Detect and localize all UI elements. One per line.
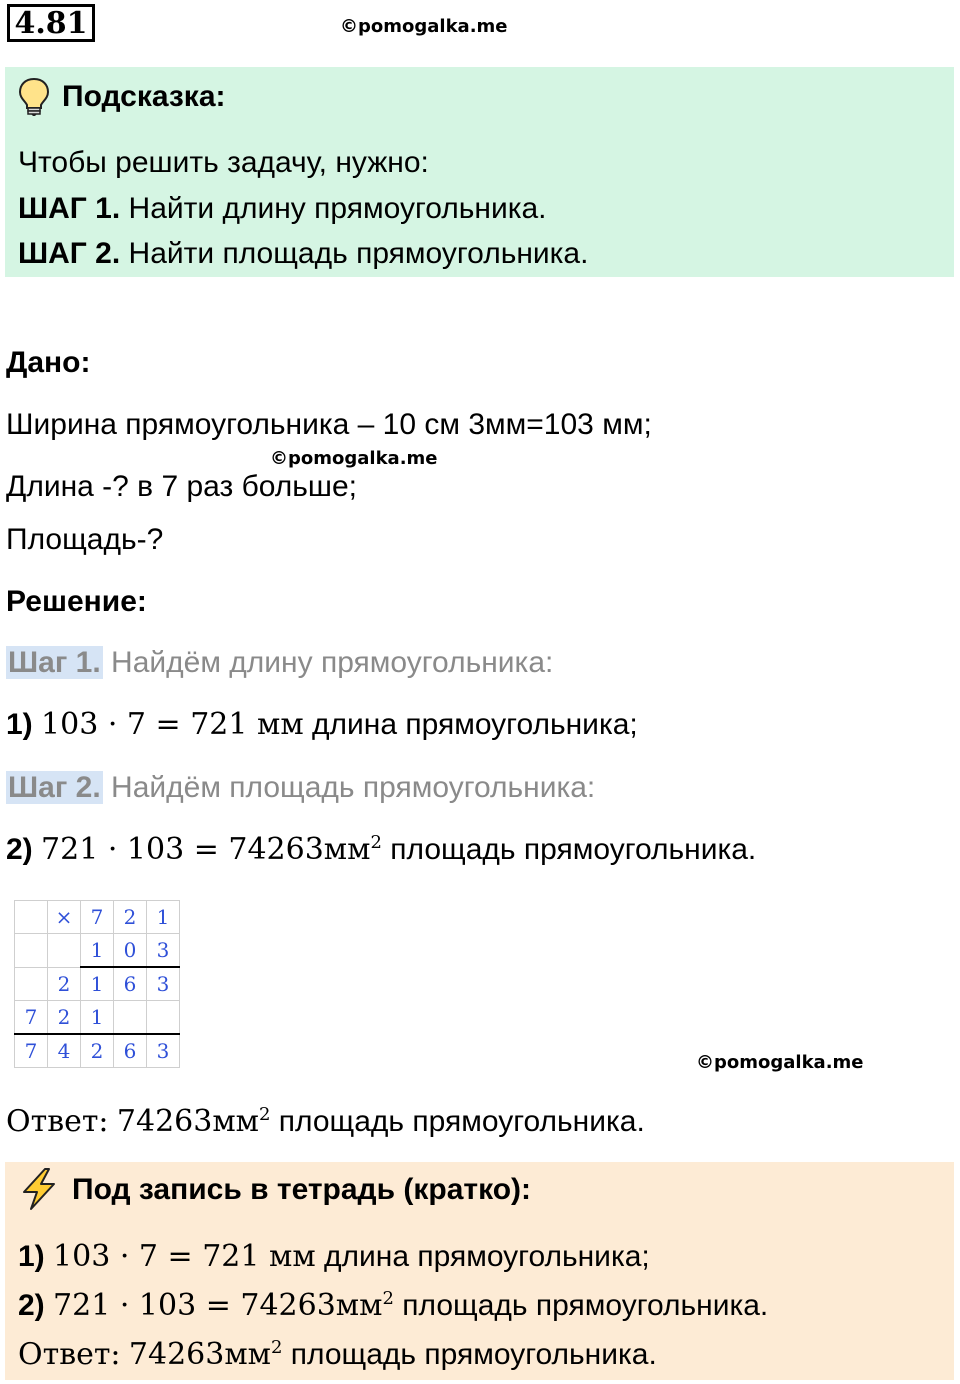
notes-line-2-sup: 2 [382, 1288, 394, 1309]
grid-cell: 6 [114, 1034, 147, 1068]
grid-cell: 7 [15, 1034, 48, 1068]
given-line-2: Длина -? в 7 раз больше; [6, 470, 358, 503]
grid-cell: 7 [15, 1001, 48, 1035]
hint-step-1-text: Найти длину прямоугольника. [120, 192, 547, 225]
solution-line-1-text: длина прямоугольника; [303, 708, 638, 741]
grid-cell: 2 [48, 967, 81, 1001]
given-title: Дано: [6, 346, 91, 379]
hint-step-2 [18, 234, 588, 274]
solution-title: Решение: [6, 585, 147, 618]
hint-title: Подсказка: [62, 80, 226, 113]
grid-cell: 0 [114, 934, 147, 968]
solution-line-1-expr: 103 · 7 = 721 мм [41, 707, 304, 742]
solution-step-1-label: Шаг 1. [8, 646, 101, 679]
notes-answer-sup: 2 [271, 1337, 283, 1358]
grid-cell: 3 [147, 934, 180, 968]
grid-cell: × [48, 901, 81, 934]
hint-step-2-label: ШАГ 2. [18, 237, 121, 270]
notes-title: Под запись в тетрадь (кратко): [72, 1173, 532, 1206]
solution-line-2-num: 2) [6, 833, 33, 866]
grid-cell [48, 934, 81, 968]
lightning-icon [18, 1167, 60, 1211]
watermark-bottom: ©pomogalka.me [696, 1052, 864, 1073]
grid-cell: 1 [81, 934, 114, 968]
given-line-3: Площадь-? [6, 523, 164, 556]
notes-line-2-expr: 721 · 103 = 74263мм [53, 1288, 383, 1323]
solution-step-2-label: Шаг 2. [8, 771, 101, 804]
problem-number: 4.81 [7, 4, 95, 42]
notes-answer-text: площадь прямоугольника. [282, 1338, 657, 1371]
answer-text: площадь прямоугольника. [270, 1105, 645, 1138]
multiplication-grid [14, 900, 180, 1068]
solution-line-1-num: 1) [6, 708, 33, 741]
grid-cell [15, 934, 48, 968]
watermark-top: ©pomogalka.me [340, 16, 508, 37]
grid-row [15, 901, 180, 934]
notes-line-1-text: длина прямоугольника; [315, 1240, 650, 1273]
grid-cell: 7 [81, 901, 114, 934]
hint-step-1-label: ШАГ 1. [18, 192, 121, 225]
hint-step-2-text: Найти площадь прямоугольника. [120, 237, 589, 270]
grid-cell: 2 [114, 901, 147, 934]
grid-cell: 3 [147, 967, 180, 1001]
solution-step-1 [6, 643, 553, 683]
notes-answer [18, 1335, 657, 1375]
grid-cell: 6 [114, 967, 147, 1001]
grid-cell: 2 [48, 1001, 81, 1035]
solution-step-2 [6, 768, 595, 808]
solution-line-2-sup: 2 [370, 832, 382, 853]
watermark-middle: ©pomogalka.me [270, 448, 438, 469]
grid-cell [114, 1001, 147, 1035]
notes-line-1-num: 1) [18, 1240, 45, 1273]
grid-cell: 4 [48, 1034, 81, 1068]
solution-line-2-expr: 721 · 103 = 74263мм [41, 832, 371, 867]
lightbulb-icon [17, 77, 51, 117]
grid-cell [147, 1001, 180, 1035]
notes-line-2-num: 2) [18, 1289, 45, 1322]
solution-line-1 [6, 705, 638, 745]
answer-line [6, 1102, 645, 1142]
grid-cell: 2 [81, 1034, 114, 1068]
notes-line-1 [18, 1237, 650, 1277]
grid-cell: 1 [147, 901, 180, 934]
notes-line-2-text: площадь прямоугольника. [393, 1289, 769, 1322]
notes-line-2 [18, 1286, 768, 1326]
grid-cell: 1 [81, 1001, 114, 1035]
solution-line-2-text: площадь прямоугольника. [381, 833, 757, 866]
notes-answer-expr: 74263мм [128, 1337, 271, 1372]
answer-label: Ответ: [6, 1104, 109, 1139]
hint-step-1 [18, 189, 547, 229]
grid-cell: 1 [81, 967, 114, 1001]
notes-line-1-expr: 103 · 7 = 721 мм [53, 1239, 316, 1274]
notes-answer-label: Ответ: [18, 1337, 121, 1372]
given-line-1: Ширина прямоугольника – 10 см 3мм=103 мм; [6, 408, 652, 441]
solution-line-2 [6, 830, 756, 870]
answer-sup: 2 [259, 1104, 271, 1125]
grid-row [15, 1034, 180, 1068]
hint-intro: Чтобы решить задачу, нужно: [18, 146, 429, 179]
grid-row [15, 934, 180, 968]
solution-step-1-text: Найдём длину прямоугольника: [102, 646, 554, 679]
grid-row [15, 1001, 180, 1035]
grid-cell [15, 967, 48, 1001]
solution-step-2-text: Найдём площадь прямоугольника: [102, 771, 596, 804]
grid-cell [15, 901, 48, 934]
answer-expr: 74263мм [116, 1104, 259, 1139]
grid-row [15, 967, 180, 1001]
grid-cell: 3 [147, 1034, 180, 1068]
